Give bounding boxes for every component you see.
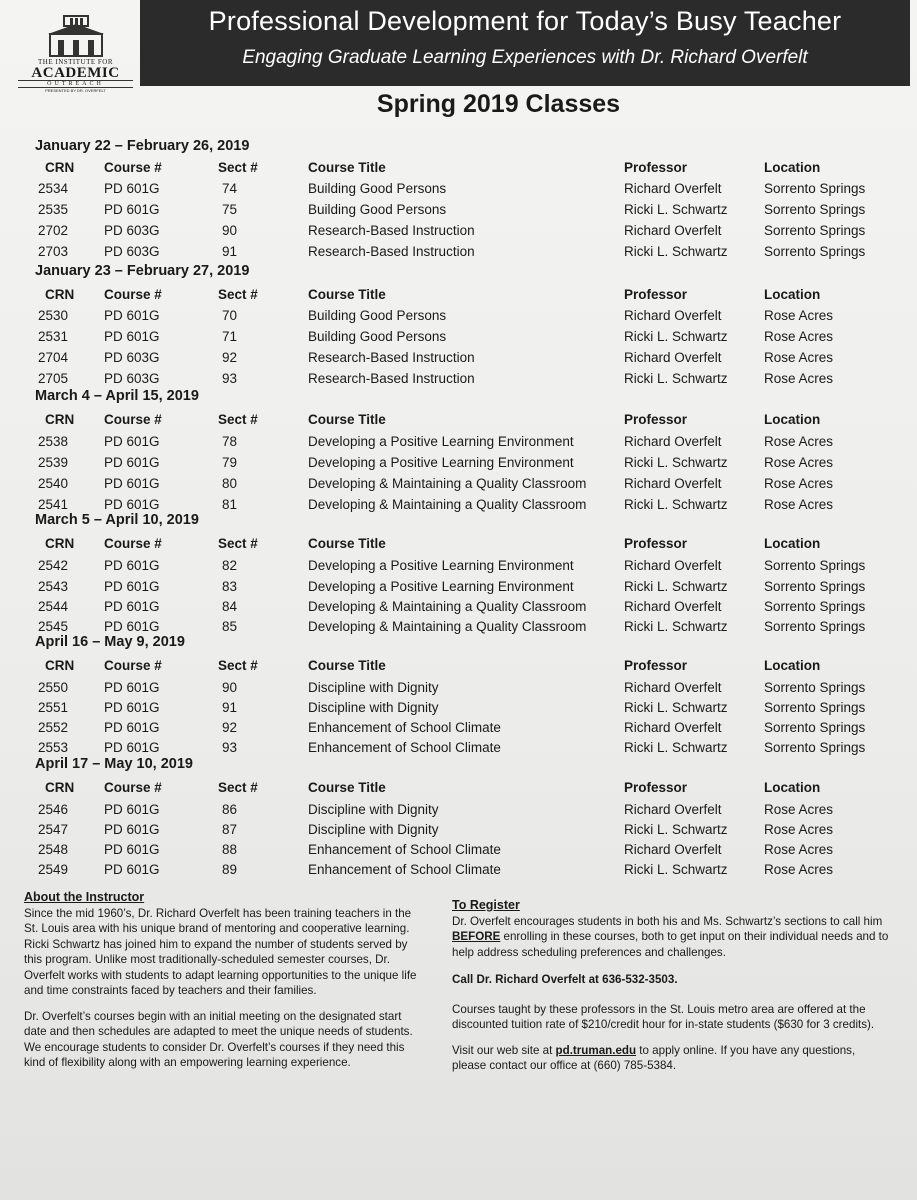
col-sect: Sect # [218,160,258,175]
table-row [0,455,917,475]
cell-title: Developing & Maintaining a Quality Classroom [308,599,587,614]
col-sect: Sect # [218,780,258,795]
col-title: Course Title [308,287,386,302]
cell-title: Developing & Maintaining a Quality Classroom [308,476,587,491]
cell-crn: 2545 [38,619,69,634]
cell-course: PD 601G [104,202,160,217]
cell-professor: Richard Overfelt [624,476,722,491]
logo-line-1: THE INSTITUTE FOR [38,58,113,66]
before-emphasis: BEFORE [452,930,501,943]
cell-course: PD 601G [104,700,160,715]
cell-location: Rose Acres [764,371,834,386]
cell-course: PD 601G [104,497,160,512]
cell-professor: Richard Overfelt [624,599,722,614]
cell-location: Sorrento Springs [764,599,866,614]
col-title: Course Title [308,160,386,175]
col-crn: CRN [45,780,75,795]
col-professor: Professor [624,536,688,551]
cell-crn: 2702 [38,223,69,238]
tuition-paragraph: Courses taught by these professors in the St. Louis metro area are offered at the discounted tuition rate of $210/credit hour for in-state students ($630 for 3 credits). [452,1002,875,1031]
section-date-range: January 23 – February 27, 2019 [35,263,250,279]
cell-crn: 2540 [38,476,69,491]
cell-course: PD 601G [104,308,160,323]
cell-sect: 74 [222,181,238,196]
table-row [0,308,917,328]
cell-crn: 2548 [38,842,69,857]
cell-course: PD 601G [104,862,160,877]
cell-professor: Richard Overfelt [624,223,722,238]
page-title: Professional Development for Today’s Busy Teacher [208,6,842,36]
cell-sect: 87 [222,822,238,837]
cell-title: Enhancement of School Climate [308,842,501,857]
cell-sect: 71 [222,329,238,344]
cell-crn: 2550 [38,680,69,695]
register-section [452,898,892,1084]
cell-location: Rose Acres [764,802,834,817]
table-row [0,558,917,578]
cell-professor: Ricki L. Schwartz [624,862,728,877]
cell-sect: 85 [222,619,238,634]
call-line: Call Dr. Richard Overfelt at 636-532-3503. [452,973,678,986]
cell-location: Rose Acres [764,350,834,365]
cell-course: PD 601G [104,181,160,196]
cell-crn: 2531 [38,329,69,344]
col-professor: Professor [624,160,688,175]
table-row [0,181,917,201]
col-title: Course Title [308,780,386,795]
cell-sect: 92 [222,350,238,365]
col-title: Course Title [308,536,386,551]
cell-course: PD 603G [104,223,160,238]
building-icon [40,12,112,58]
col-course: Course # [104,412,162,427]
cell-title: Enhancement of School Climate [308,862,501,877]
cell-location: Sorrento Springs [764,223,866,238]
cell-crn: 2704 [38,350,69,365]
section-date-range: January 22 – February 26, 2019 [35,138,250,154]
table-header-row [0,780,917,800]
cell-professor: Ricki L. Schwartz [624,497,728,512]
cell-professor: Ricki L. Schwartz [624,822,728,837]
title-banner [140,0,910,86]
cell-sect: 90 [222,680,238,695]
col-location: Location [764,658,821,673]
cell-professor: Richard Overfelt [624,680,722,695]
cell-location: Rose Acres [764,497,834,512]
cell-sect: 79 [222,455,238,470]
section-date-range: April 16 – May 9, 2019 [35,634,185,650]
table-row [0,202,917,222]
cell-course: PD 601G [104,822,160,837]
cell-course: PD 601G [104,329,160,344]
cell-sect: 89 [222,862,238,877]
cell-location: Rose Acres [764,308,834,323]
cell-title: Developing a Positive Learning Environment [308,455,574,470]
cell-course: PD 601G [104,802,160,817]
cell-title: Enhancement of School Climate [308,740,501,755]
table-row [0,434,917,454]
cell-professor: Richard Overfelt [624,802,722,817]
cell-location: Rose Acres [764,455,834,470]
cell-sect: 86 [222,802,238,817]
table-header-row [0,536,917,556]
cell-crn: 2551 [38,700,69,715]
cell-location: Rose Acres [764,476,834,491]
table-row [0,579,917,599]
table-row [0,862,917,882]
table-header-row [0,658,917,678]
register-heading: To Register [452,898,520,912]
cell-sect: 91 [222,244,238,259]
col-crn: CRN [45,536,75,551]
cell-professor: Richard Overfelt [624,434,722,449]
cell-location: Sorrento Springs [764,740,866,755]
cell-sect: 78 [222,434,238,449]
cell-crn: 2541 [38,497,69,512]
cell-course: PD 601G [104,680,160,695]
cell-crn: 2535 [38,202,69,217]
table-row [0,223,917,243]
cell-crn: 2534 [38,181,69,196]
cell-title: Research-Based Instruction [308,371,475,386]
cell-course: PD 601G [104,740,160,755]
col-professor: Professor [624,658,688,673]
col-sect: Sect # [218,536,258,551]
cell-crn: 2538 [38,434,69,449]
col-location: Location [764,780,821,795]
cell-title: Discipline with Dignity [308,680,439,695]
cell-course: PD 603G [104,244,160,259]
cell-course: PD 601G [104,476,160,491]
cell-professor: Richard Overfelt [624,842,722,857]
cell-sect: 75 [222,202,238,217]
cell-crn: 2705 [38,371,69,386]
about-heading: About the Instructor [24,890,145,904]
cell-sect: 70 [222,308,238,323]
cell-location: Rose Acres [764,329,834,344]
table-row [0,350,917,370]
cell-professor: Ricki L. Schwartz [624,700,728,715]
col-crn: CRN [45,658,75,673]
cell-title: Discipline with Dignity [308,700,439,715]
table-row [0,842,917,862]
cell-professor: Ricki L. Schwartz [624,455,728,470]
col-sect: Sect # [218,658,258,673]
cell-sect: 82 [222,558,238,573]
cell-sect: 93 [222,371,238,386]
col-location: Location [764,412,821,427]
about-instructor-section [24,890,424,1081]
cell-title: Building Good Persons [308,181,447,196]
cell-title: Building Good Persons [308,329,447,344]
table-row [0,720,917,740]
cell-title: Building Good Persons [308,308,447,323]
col-sect: Sect # [218,412,258,427]
table-row [0,599,917,619]
register-text-b: enrolling in these courses, both to get input on their individual needs and to help address scheduling preferences and challenges. [452,930,889,959]
col-sect: Sect # [218,287,258,302]
cell-location: Sorrento Springs [764,244,866,259]
cell-course: PD 601G [104,434,160,449]
cell-course: PD 603G [104,350,160,365]
table-header-row [0,160,917,180]
table-row [0,680,917,700]
section-date-range: April 17 – May 10, 2019 [35,756,193,772]
cell-crn: 2546 [38,802,69,817]
cell-location: Sorrento Springs [764,558,866,573]
col-professor: Professor [624,287,688,302]
cell-professor: Ricki L. Schwartz [624,244,728,259]
cell-location: Sorrento Springs [764,579,866,594]
col-professor: Professor [624,780,688,795]
cell-course: PD 603G [104,371,160,386]
season-heading: Spring 2019 Classes [376,90,621,118]
cell-location: Sorrento Springs [764,619,866,634]
table-row [0,700,917,720]
cell-course: PD 601G [104,720,160,735]
section-date-range: March 5 – April 10, 2019 [35,512,199,528]
cell-title: Developing a Positive Learning Environment [308,434,574,449]
cell-crn: 2543 [38,579,69,594]
cell-crn: 2542 [38,558,69,573]
cell-title: Developing & Maintaining a Quality Classroom [308,497,587,512]
table-row [0,802,917,822]
logo-tagline: PRESENTED BY DR. OVERFELT [45,88,106,93]
cell-crn: 2553 [38,740,69,755]
col-location: Location [764,160,821,175]
register-text-a: Dr. Overfelt encourages students in both his and Ms. Schwartz’s sections to call him [452,914,883,928]
cell-course: PD 601G [104,455,160,470]
cell-professor: Richard Overfelt [624,558,722,573]
cell-title: Research-Based Instruction [308,350,475,365]
col-title: Course Title [308,658,386,673]
cell-sect: 84 [222,599,238,614]
logo-line-3: OUTREACH [18,80,133,88]
section-date-range: March 4 – April 15, 2019 [35,388,199,404]
col-course: Course # [104,287,162,302]
cell-crn: 2703 [38,244,69,259]
cell-title: Research-Based Instruction [308,223,475,238]
cell-location: Sorrento Springs [764,700,866,715]
cell-professor: Richard Overfelt [624,350,722,365]
col-crn: CRN [45,160,75,175]
cell-location: Rose Acres [764,842,834,857]
cell-crn: 2552 [38,720,69,735]
cell-professor: Ricki L. Schwartz [624,579,728,594]
cell-course: PD 601G [104,599,160,614]
cell-title: Enhancement of School Climate [308,720,501,735]
col-crn: CRN [45,412,75,427]
table-header-row [0,287,917,307]
website-link[interactable]: pd.truman.edu [555,1043,637,1057]
cell-sect: 81 [222,497,238,512]
website-text-a: Visit our web site at [452,1043,556,1057]
cell-sect: 88 [222,842,238,857]
col-course: Course # [104,160,162,175]
col-location: Location [764,536,821,551]
table-row [0,329,917,349]
col-location: Location [764,287,821,302]
cell-location: Sorrento Springs [764,720,866,735]
cell-professor: Richard Overfelt [624,308,722,323]
cell-sect: 90 [222,223,238,238]
cell-location: Sorrento Springs [764,202,866,217]
col-course: Course # [104,658,162,673]
website-paragraph [452,1043,892,1074]
cell-professor: Ricki L. Schwartz [624,371,728,386]
cell-course: PD 601G [104,619,160,634]
cell-professor: Ricki L. Schwartz [624,329,728,344]
cell-title: Discipline with Dignity [308,822,439,837]
cell-title: Developing a Positive Learning Environment [308,558,574,573]
cell-course: PD 601G [104,579,160,594]
col-crn: CRN [45,287,75,302]
table-row [0,476,917,496]
col-course: Course # [104,536,162,551]
cell-sect: 83 [222,579,238,594]
table-header-row [0,412,917,432]
cell-crn: 2530 [38,308,69,323]
cell-title: Discipline with Dignity [308,802,439,817]
cell-title: Developing & Maintaining a Quality Classroom [308,619,587,634]
cell-title: Research-Based Instruction [308,244,475,259]
register-paragraph-1 [452,914,892,961]
cell-course: PD 601G [104,558,160,573]
cell-sect: 80 [222,476,238,491]
cell-professor: Ricki L. Schwartz [624,202,728,217]
cell-sect: 92 [222,720,238,735]
website-text-b: to apply online. If you have any questions, please contact our office at (660) 785-5384. [452,1043,856,1072]
cell-title: Developing a Positive Learning Environment [308,579,574,594]
col-course: Course # [104,780,162,795]
cell-location: Rose Acres [764,862,834,877]
col-title: Course Title [308,412,386,427]
cell-location: Sorrento Springs [764,181,866,196]
cell-professor: Richard Overfelt [624,720,722,735]
logo-line-2: ACADEMIC [31,65,120,81]
cell-sect: 93 [222,740,238,755]
page-subtitle: Engaging Graduate Learning Experiences with Dr. Richard Overfelt [242,47,808,68]
cell-professor: Ricki L. Schwartz [624,740,728,755]
cell-crn: 2549 [38,862,69,877]
about-paragraph-1: Since the mid 1960’s, Dr. Richard Overfelt has been training teachers in the St. Louis area with his unique brand of mentoring and cooperative learning. Ricki Schwartz has joined him to expand the number of students served by this program. Unlike most traditionally-scheduled semester courses, Dr. Overfelt works with students to adapt learning opportunities to the unique life and time constraints faced by teachers and their families. [24,906,417,997]
cell-crn: 2547 [38,822,69,837]
cell-crn: 2539 [38,455,69,470]
cell-professor: Richard Overfelt [624,181,722,196]
cell-location: Rose Acres [764,822,834,837]
cell-sect: 91 [222,700,238,715]
table-row [0,822,917,842]
cell-course: PD 601G [104,842,160,857]
col-professor: Professor [624,412,688,427]
table-row [0,244,917,264]
cell-crn: 2544 [38,599,69,614]
cell-location: Sorrento Springs [764,680,866,695]
cell-location: Rose Acres [764,434,834,449]
about-paragraph-2: Dr. Overfelt’s courses begin with an initial meeting on the designated start date and then schedules are adapted to meet the unique needs of students. We encourage students to consider Dr. Overfelt’s courses if they need this kind of flexibility along with an empowering learning experience. [24,1009,413,1069]
cell-professor: Ricki L. Schwartz [624,619,728,634]
cell-title: Building Good Persons [308,202,447,217]
